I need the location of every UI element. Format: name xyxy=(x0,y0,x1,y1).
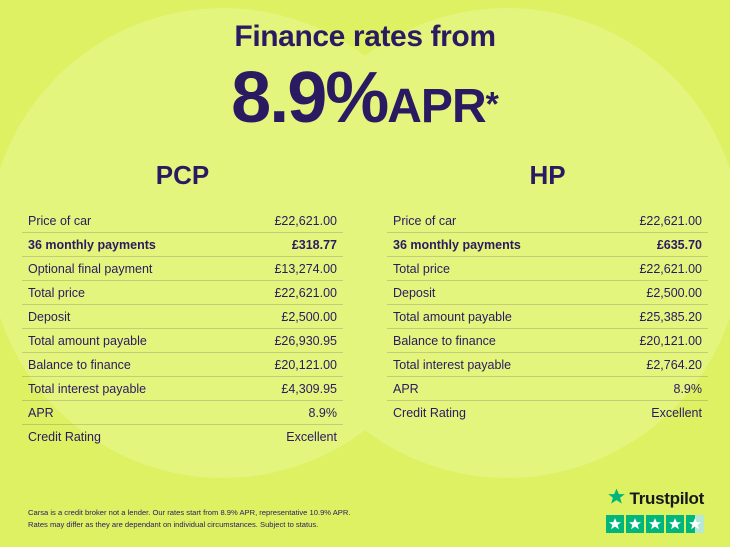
row-value: £22,621.00 xyxy=(274,285,337,300)
row-label: Deposit xyxy=(28,309,71,324)
row-value: £20,121.00 xyxy=(639,333,702,348)
rate-apr-label: APR xyxy=(387,80,486,133)
row-value: £22,621.00 xyxy=(639,213,702,228)
finance-columns xyxy=(0,160,730,448)
rating-star-icon xyxy=(626,515,644,533)
row-label: Total interest payable xyxy=(28,381,147,396)
rating-star-half-icon xyxy=(686,515,704,533)
rate-asterisk: * xyxy=(485,85,499,124)
trustpilot-star-icon xyxy=(607,487,626,511)
row-value: £25,385.20 xyxy=(639,309,702,324)
table-row xyxy=(22,257,343,281)
row-label: Balance to finance xyxy=(28,357,131,372)
table-row xyxy=(22,281,343,305)
rating-star-icon xyxy=(666,515,684,533)
row-label: Deposit xyxy=(393,285,436,300)
table-row xyxy=(22,353,343,377)
disclaimer xyxy=(28,507,350,531)
row-value: £2,500.00 xyxy=(646,285,702,300)
row-value: £22,621.00 xyxy=(274,213,337,228)
trustpilot-badge[interactable] xyxy=(606,487,704,533)
table-row xyxy=(22,329,343,353)
row-value: £26,930.95 xyxy=(274,333,337,348)
table-row xyxy=(387,377,708,401)
row-value: 8.9% xyxy=(673,381,702,396)
rating-star-icon xyxy=(606,515,624,533)
pcp-rows xyxy=(22,209,343,448)
row-value: 8.9% xyxy=(308,405,337,420)
table-row xyxy=(22,377,343,401)
table-row xyxy=(387,257,708,281)
row-label: 36 monthly payments xyxy=(28,237,156,252)
row-label: Total amount payable xyxy=(28,333,147,348)
row-label: Credit Rating xyxy=(28,429,101,444)
table-row xyxy=(387,401,708,424)
row-label: Price of car xyxy=(393,213,457,228)
table-row xyxy=(387,281,708,305)
row-value: Excellent xyxy=(651,405,702,420)
trustpilot-header xyxy=(606,487,704,511)
column-title-hp: HP xyxy=(529,160,566,190)
row-value: £4,309.95 xyxy=(281,381,337,396)
row-value: £318.77 xyxy=(291,237,337,252)
row-label: Balance to finance xyxy=(393,333,496,348)
rate-display xyxy=(0,58,730,138)
rating-star-icon xyxy=(646,515,664,533)
table-row xyxy=(387,353,708,377)
trustpilot-name: Trustpilot xyxy=(629,489,704,508)
row-label: Credit Rating xyxy=(393,405,466,420)
row-label: 36 monthly payments xyxy=(393,237,521,252)
row-label: Total interest payable xyxy=(393,357,512,372)
row-value: £13,274.00 xyxy=(274,261,337,276)
row-label: Total price xyxy=(28,285,85,300)
rate-percent: 8.9% xyxy=(231,58,388,138)
row-label: Optional final payment xyxy=(28,261,153,276)
column-pcp xyxy=(0,160,365,448)
table-row xyxy=(22,209,343,233)
column-hp xyxy=(365,160,730,448)
row-value: £20,121.00 xyxy=(274,357,337,372)
row-label: APR xyxy=(28,405,54,420)
table-row xyxy=(387,209,708,233)
headline: Finance rates from xyxy=(234,20,496,53)
table-row xyxy=(22,401,343,425)
column-title-pcp: PCP xyxy=(155,160,210,190)
row-value: £2,500.00 xyxy=(281,309,337,324)
table-row xyxy=(22,425,343,448)
hp-rows xyxy=(387,209,708,424)
footer xyxy=(0,485,730,547)
table-row xyxy=(387,305,708,329)
table-row xyxy=(22,305,343,329)
disclaimer-line-1: Carsa is a credit broker not a lender. Our rates start from 8.9% APR, representative 10.9% APR. xyxy=(28,508,351,518)
row-label: APR xyxy=(393,381,419,396)
row-label: Total price xyxy=(393,261,450,276)
row-label: Price of car xyxy=(28,213,92,228)
table-row xyxy=(387,233,708,257)
trustpilot-rating xyxy=(606,515,704,533)
row-value: £22,621.00 xyxy=(639,261,702,276)
row-value: £635.70 xyxy=(656,237,702,252)
row-label: Total amount payable xyxy=(393,309,512,324)
row-value: Excellent xyxy=(286,429,337,444)
disclaimer-line-2: Rates may differ as they are dependant on individual circumstances. Subject to status. xyxy=(28,520,319,530)
row-value: £2,764.20 xyxy=(646,357,702,372)
table-row xyxy=(22,233,343,257)
table-row xyxy=(387,329,708,353)
